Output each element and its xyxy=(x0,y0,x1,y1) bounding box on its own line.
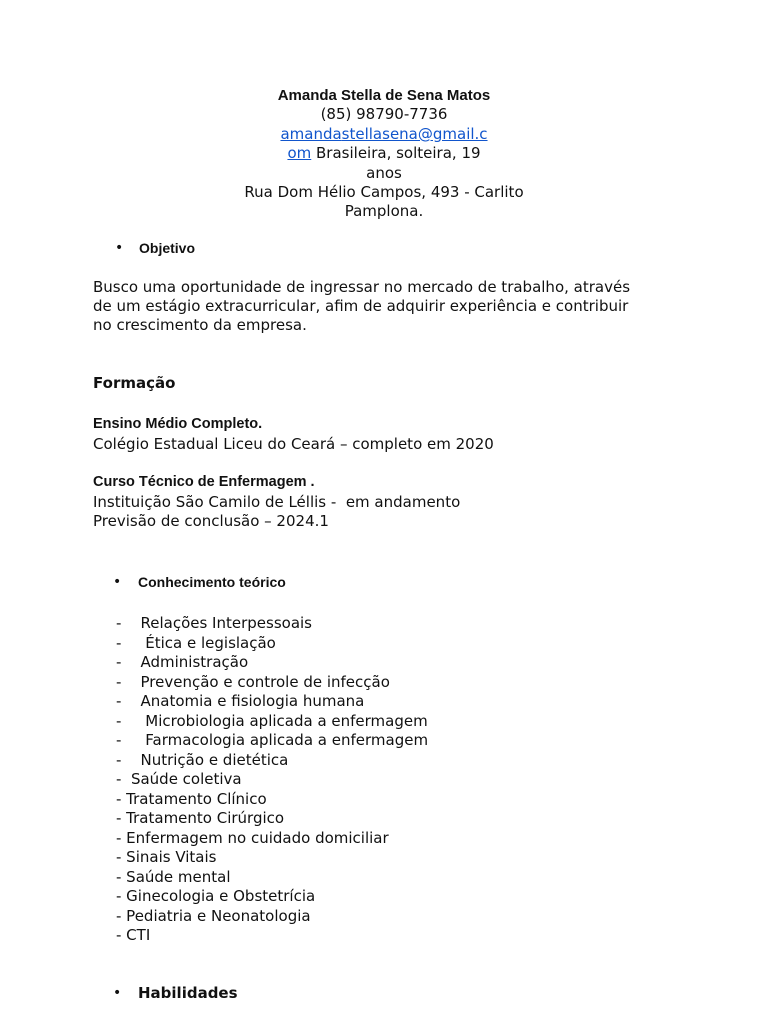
list-item: - Anatomia e fisiologia humana xyxy=(116,692,365,710)
list-item: - Relações Interpessoais xyxy=(116,614,312,632)
education-heading: Formação xyxy=(93,374,176,392)
objective-line-2: de um estágio extracurricular, afim de adquirir experiência e contribuir xyxy=(93,297,629,315)
email-link-part-a[interactable]: amanda xyxy=(280,125,342,143)
bullet-icon: • xyxy=(115,240,124,256)
address-line-2: Pamplona. xyxy=(344,202,424,220)
list-item: - Prevenção e controle de infecção xyxy=(116,672,390,691)
list-item: - Pediatria e Neonatologia xyxy=(116,906,311,925)
age-text: anos xyxy=(366,164,402,182)
list-item: - Administração xyxy=(116,653,249,671)
objective-line-3: no crescimento da empresa. xyxy=(93,316,307,334)
list-item: - Microbiologia aplicada a enfermagem xyxy=(116,711,428,730)
list-item: - Tratamento Clínico xyxy=(116,789,267,808)
list-item: - Saúde mental xyxy=(116,867,231,886)
education-degree-2: Curso Técnico de Enfermagem . xyxy=(93,474,315,490)
email-line-2 xyxy=(0,144,768,163)
skills-heading: Habilidades xyxy=(138,984,238,1002)
nationality-status: Brasileira, solteira, 19 xyxy=(311,144,481,162)
bullet-icon: • xyxy=(113,574,122,590)
email-link-part-b[interactable]: stellasena@gmail.c xyxy=(341,125,488,143)
list-item: - Ética e legislação xyxy=(116,633,276,652)
list-item: - Ginecologia e Obstetrícia xyxy=(116,887,316,905)
list-item: - Tratamento Cirúrgico xyxy=(116,809,285,827)
list-item: - CTI xyxy=(116,926,151,944)
list-item: - Nutrição e dietética xyxy=(116,750,289,769)
email-link-part-c[interactable]: om xyxy=(287,144,312,162)
objective-line-1: Busco uma oportunidade de ingressar no mercado de trabalho, através xyxy=(93,278,631,296)
phone-number: (85) 98790-7736 xyxy=(320,105,448,123)
email-line-1 xyxy=(0,125,768,144)
list-item: - Farmacologia aplicada a enfermagem xyxy=(116,731,429,749)
address-line-1: Rua Dom Hélio Campos, 493 - Carlito xyxy=(244,183,524,201)
list-item: - Saúde coletiva xyxy=(116,770,242,788)
bullet-icon: • xyxy=(113,985,122,1001)
education-degree-1: Ensino Médio Completo. xyxy=(93,416,263,432)
objective-heading: Objetivo xyxy=(139,240,196,256)
knowledge-heading: Conhecimento teórico xyxy=(138,574,286,590)
education-detail-1: Colégio Estadual Liceu do Ceará – completo em 2020 xyxy=(93,435,494,453)
education-detail-2a: Instituição São Camilo de Léllis - em andamento xyxy=(93,493,461,511)
education-detail-2b: Previsão de conclusão – 2024.1 xyxy=(93,512,329,530)
list-item: - Sinais Vitais xyxy=(116,848,217,866)
candidate-name: Amanda Stella de Sena Matos xyxy=(277,87,491,104)
list-item: - Enfermagem no cuidado domiciliar xyxy=(116,828,389,847)
